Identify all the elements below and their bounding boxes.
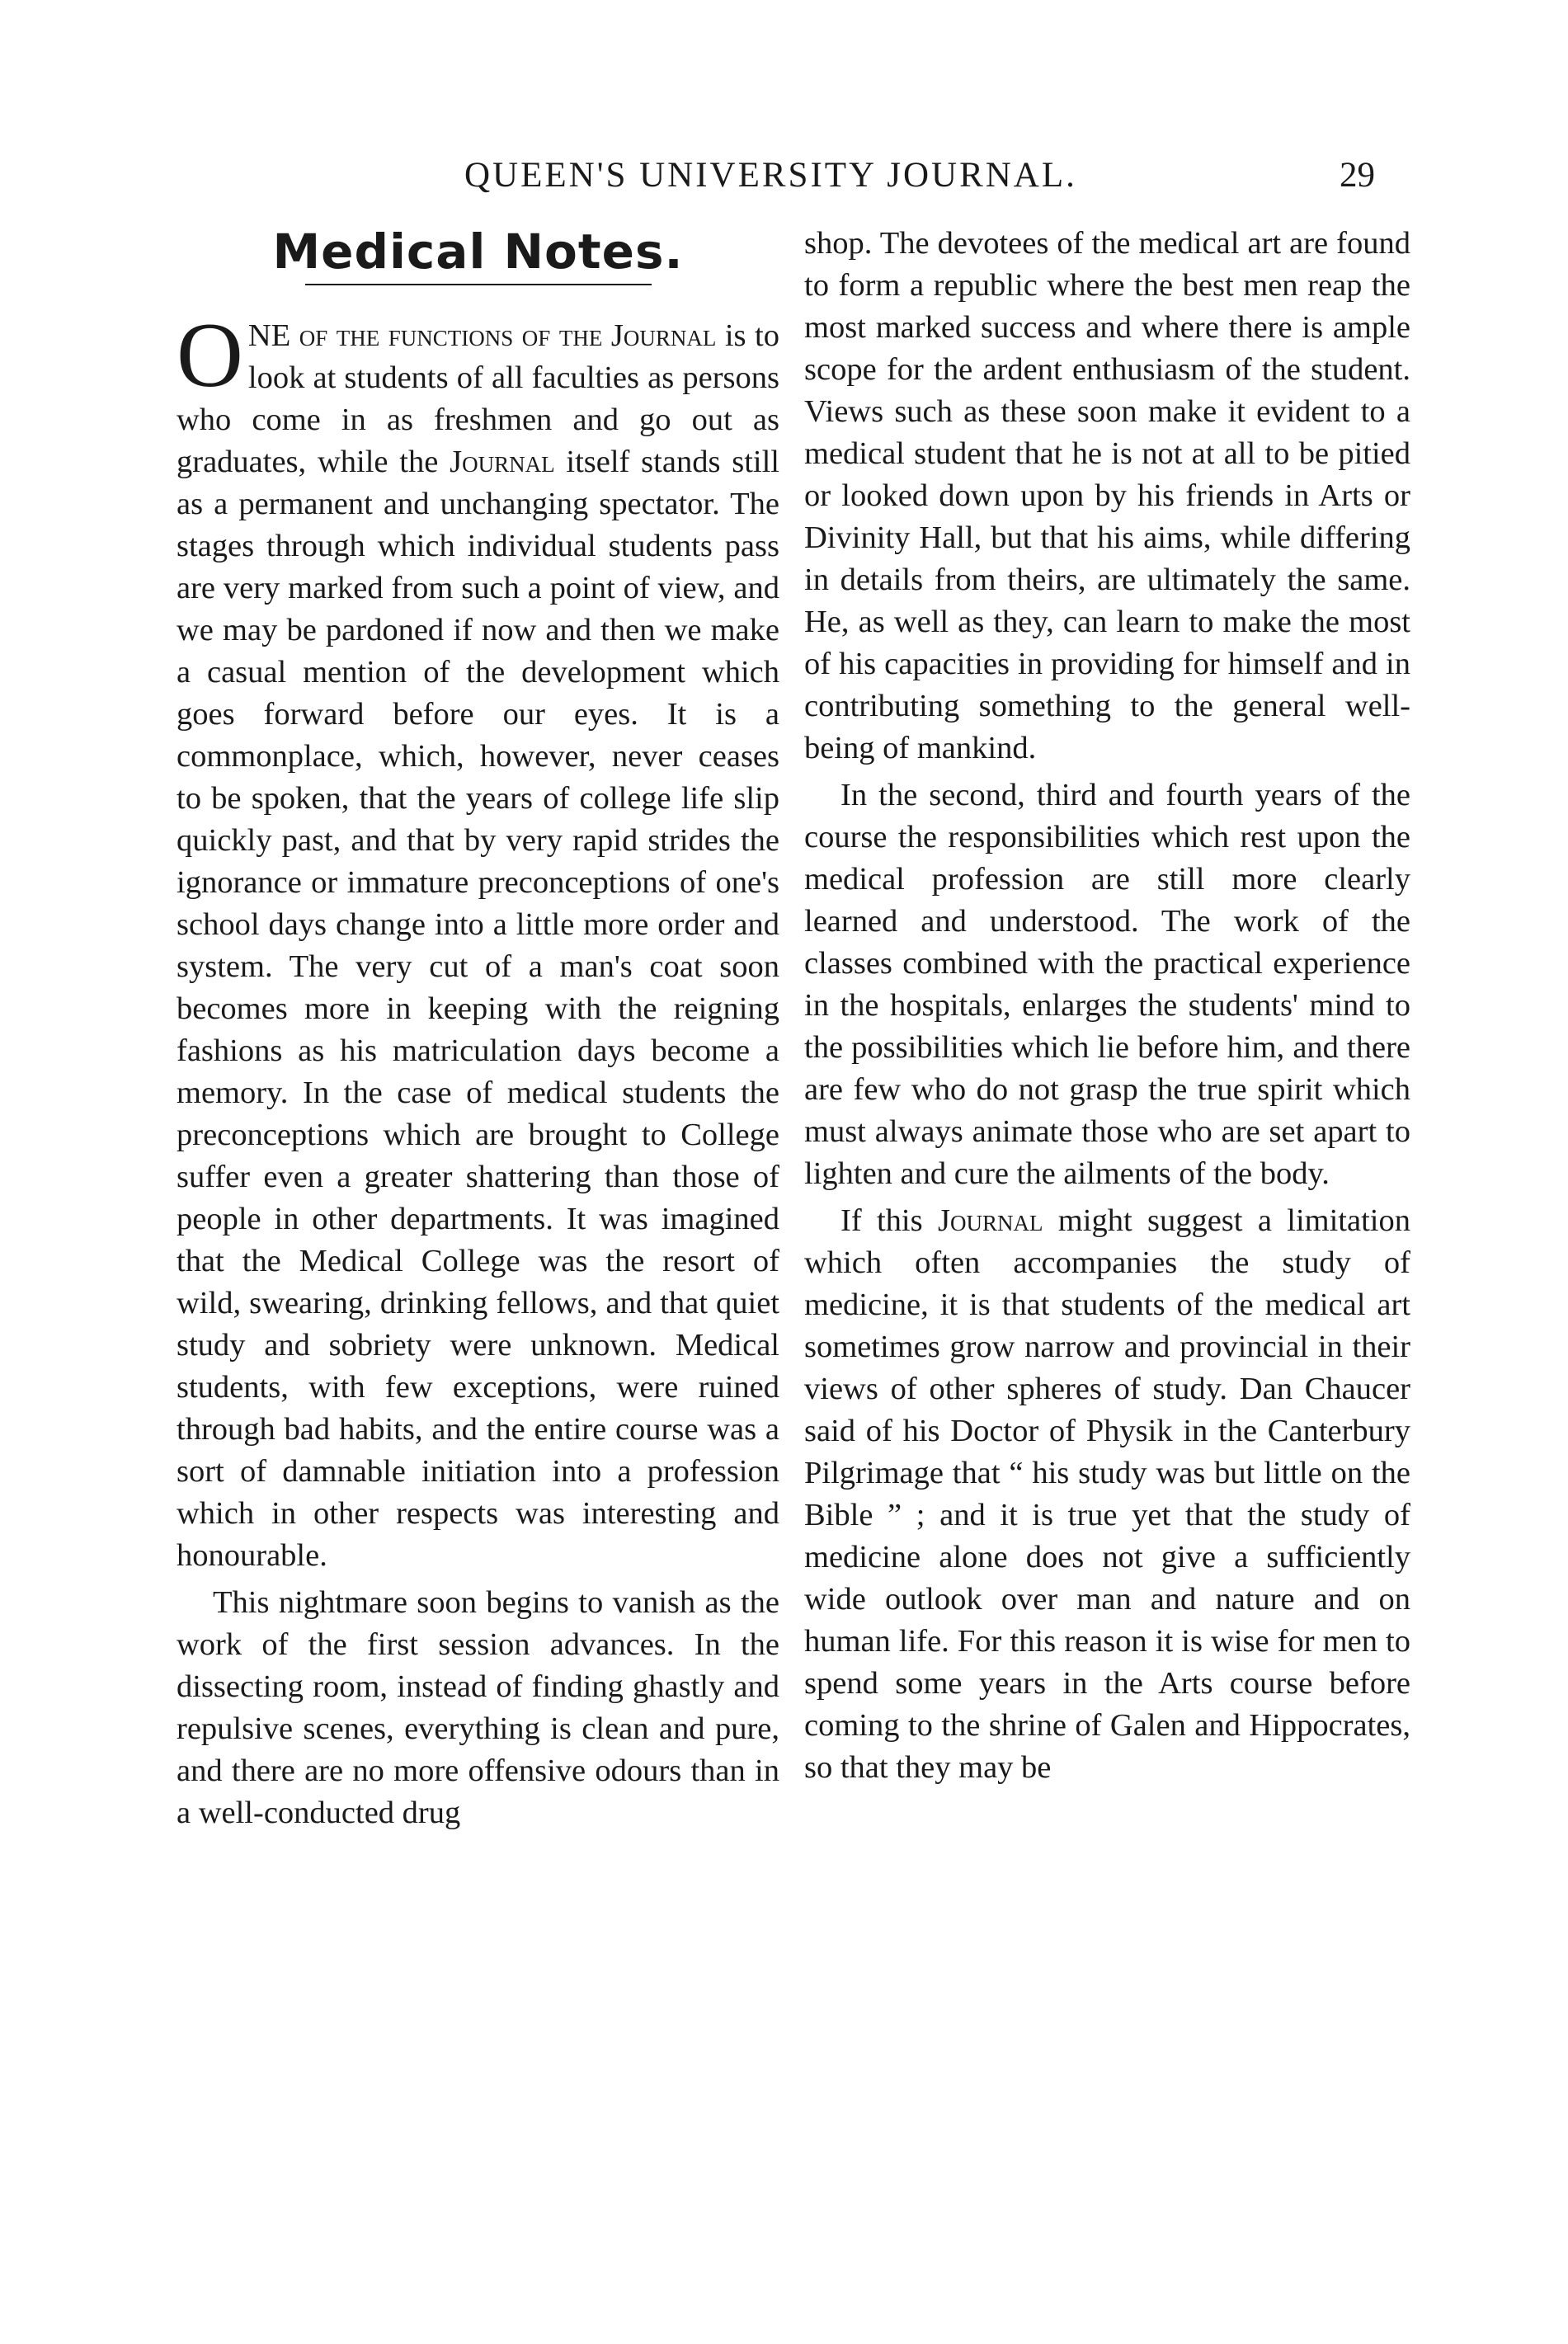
section-heading: Medical Notes.: [272, 224, 684, 280]
right-column: [804, 223, 1410, 1794]
page-number: 29: [1340, 156, 1375, 195]
drop-cap: O: [177, 304, 243, 407]
paragraph-4: In the second, third and fourth years of the course the responsibilities which rest upon the medical profession are still more clearly learned and understood. The work of the classes combined with the practical experience in the hospitals, enlarges the students' mind to the possibilities which lie before him, and there are few who do not grasp the true spirit which must always animate those who are set apart to lighten and cure the ailments of the body.: [804, 778, 1410, 1191]
paragraph-2: This nightmare soon begins to vanish as the work of the first session advances. In the dissecting room, instead of finding ghastly and repulsive scenes, everything is clean and pure, and there are no more offensive odours than in a well-conducted drug: [177, 1585, 779, 1830]
running-header: [0, 155, 1568, 205]
paragraph-1: [177, 304, 779, 1577]
paragraph-1-part-b: is to look at students of all faculties as persons who come in as freshmen and go out as graduates, while the: [177, 318, 779, 479]
paragraph-5: [804, 1200, 1410, 1789]
left-column: [177, 223, 779, 1839]
paragraph-3: shop. The devotees of the medical art are found to form a republic where the best men reap the most marked success and where there is ample scope for the ardent enthusiasm of the student. Views such as these soon make it evident to a medical student that he is not at all to be pitied or looked down upon by his friends in Arts or Divinity Hall, but that his aims, while differing in details from theirs, are ultimately the same. He, as well as they, can learn to make the most of his capacities in providing for himself and in contributing something to the general well-being of mankind.: [804, 226, 1410, 765]
paragraph-5-part-a: If this: [841, 1203, 938, 1238]
journal-name: Journal: [610, 318, 717, 353]
journal-title: QUEEN'S UNIVERSITY JOURNAL.: [464, 156, 1077, 195]
paragraph-1-part-a: NE of the functions of the: [247, 318, 611, 353]
paragraph-5-part-b: might suggest a limitation which often accompanies the study of medicine, it is that students of the medical art sometimes grow narrow and provincial in their views of other spheres of study. Dan Chaucer said of his Doctor of Physik in the Canterbury Pilgrimage that “ his study was but little on the Bible ” ; and it is true yet that the study of medicine alone does not give a sufficiently wide outlook over man and nature and on human life. For this reason it is wise for men to spend some years in the Arts course before coming to the shrine of Galen and Hippocrates, so that they may be: [804, 1203, 1410, 1785]
paragraph-1-part-c: itself stands still as a permanent and unchanging spectator. The stages through which individual students pass are very marked from such a point of view, and we may be pardoned if now and then we make a casual mention of the development which goes forward before our eyes. It is a commonplace, which, however, never ceases to be spoken, that the years of college life slip quickly past, and that by very rapid strides the ignorance or immature preconceptions of one's school days change into a little more order and system. The very cut of a man's coat soon becomes more in keeping with the reigning fashions as his matriculation days become a memory. In the case of medical students the preconceptions which are brought to College suffer even a greater shattering than those of people in other departments. It was imagined that the Medical College was the resort of wild, swearing, drinking fellows, and that quiet study and sobriety were unknown. Medical students, with few exceptions, were ruined through bad habits, and the entire course was a sort of damnable initiation into a profession which in other respects was interesting and honourable.: [177, 445, 779, 1573]
journal-name: Journal: [450, 445, 555, 479]
heading-rule: [305, 284, 652, 285]
journal-name: Journal: [937, 1203, 1043, 1238]
